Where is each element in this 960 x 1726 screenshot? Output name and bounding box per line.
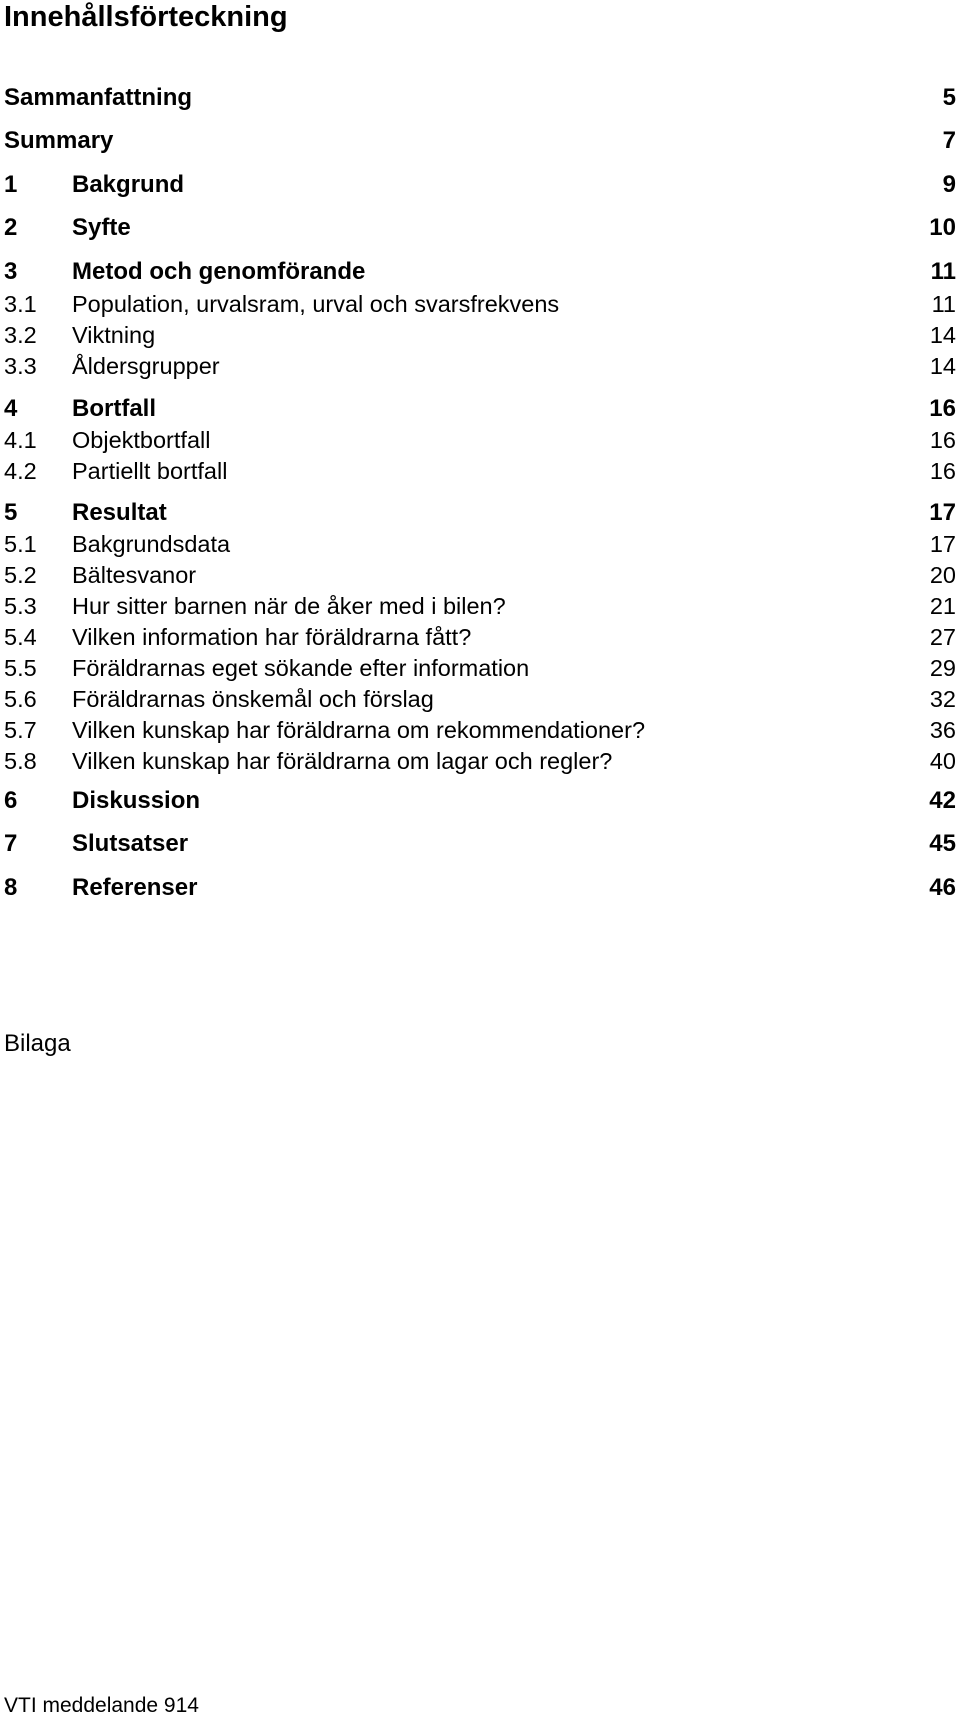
toc-entry-title: Hur sitter barnen när de åker med i bilen?	[72, 593, 506, 619]
toc-entry	[4, 349, 956, 383]
toc-entry-title: Slutsatser	[72, 830, 189, 857]
toc-entry-number: 3.3	[4, 353, 37, 379]
toc-entry	[4, 392, 956, 426]
toc-entry-number: 6	[4, 787, 18, 814]
toc-entry-title: Föräldrarnas eget sökande efter information	[72, 655, 530, 681]
toc-entry-number: 1	[4, 171, 18, 198]
toc-entry-title: Referenser	[72, 874, 198, 901]
toc-entry-page: 17	[929, 531, 956, 557]
toc-entry-number: 8	[4, 874, 18, 901]
toc-entry-page: 11	[930, 258, 956, 285]
toc-entry-number: 5.2	[4, 562, 37, 588]
toc-entry-page: 36	[929, 717, 956, 743]
toc-entry-number: 5.6	[4, 686, 37, 712]
toc-entry-number: 5.5	[4, 655, 37, 681]
toc-entry-number: 4.1	[4, 427, 37, 453]
toc-entry	[4, 211, 956, 245]
toc-entry-title: Vilken information har föräldrarna fått?	[72, 624, 472, 650]
toc-entry-page: 10	[929, 214, 956, 241]
toc-entry-title: Föräldrarnas önskemål och förslag	[72, 686, 434, 712]
toc-entry	[4, 682, 956, 716]
toc-entry-title: Bakgrundsdata	[72, 531, 231, 557]
toc-entry-title: Diskussion	[72, 787, 201, 814]
toc-entry-page: 40	[929, 748, 956, 774]
toc-entry-page: 21	[929, 593, 956, 619]
toc-entry-page: 27	[929, 624, 956, 650]
toc-entry	[4, 496, 956, 530]
toc-entry-title: Bortfall	[72, 395, 156, 422]
toc-entry-number: 3	[4, 258, 18, 285]
toc-entry-number: 5.4	[4, 624, 37, 650]
toc-entry-number: 5	[4, 499, 18, 526]
toc-entry-title: Vilken kunskap har föräldrarna om lagar och regler?	[72, 748, 613, 774]
toc-entry-number: 3.2	[4, 322, 37, 348]
page-title: Innehållsförteckning	[4, 1, 288, 33]
toc-entry-page: 14	[929, 322, 956, 348]
toc-entry	[4, 620, 956, 654]
toc-entry-title: Bältesvanor	[72, 562, 197, 588]
toc-entry-number: 5.1	[4, 531, 37, 557]
toc-entry-page: 7	[942, 127, 956, 154]
toc-entry	[4, 124, 956, 158]
appendix-label: Bilaga	[4, 1030, 71, 1057]
toc-entry	[4, 318, 956, 352]
toc-entry-number: 5.3	[4, 593, 37, 619]
toc-entry	[4, 558, 956, 592]
toc-entry	[4, 423, 956, 457]
toc-entry-page: 17	[929, 499, 956, 526]
toc-entry-page: 29	[929, 655, 956, 681]
toc-entry-number: 5.8	[4, 748, 37, 774]
toc-entry	[4, 651, 956, 685]
toc-entry	[4, 255, 956, 289]
toc-entry-page: 14	[929, 353, 956, 379]
toc-entry	[4, 454, 956, 488]
toc-entry-number: 5.7	[4, 717, 37, 743]
toc-entry	[4, 589, 956, 623]
toc-entry-page: 9	[942, 171, 956, 198]
toc-entry-title: Metod och genomförande	[72, 258, 366, 285]
toc-entry-title: Sammanfattning	[4, 84, 193, 111]
toc-entry-title: Syfte	[72, 214, 131, 241]
toc-entry-number: 4.2	[4, 458, 37, 484]
footer-text: VTI meddelande 914	[4, 1694, 199, 1717]
toc-entry-title: Resultat	[72, 499, 167, 526]
toc-entry-page: 16	[929, 395, 956, 422]
toc-entry	[4, 713, 956, 747]
toc-entry	[4, 871, 956, 905]
toc-entry-page: 11	[931, 291, 956, 317]
toc-entry	[4, 827, 956, 861]
toc-entry-number: 7	[4, 830, 18, 857]
toc-entry-page: 16	[929, 458, 956, 484]
toc-entry-page: 46	[929, 874, 956, 901]
toc-entry-number: 3.1	[4, 291, 37, 317]
toc-entry-number: 2	[4, 214, 18, 241]
toc-entry	[4, 744, 956, 778]
toc-entry-page: 5	[942, 84, 956, 111]
toc-entry-page: 32	[929, 686, 956, 712]
toc-entry	[4, 287, 956, 321]
toc-entry-page: 42	[929, 787, 956, 814]
toc-entry-title: Bakgrund	[72, 171, 185, 198]
toc-entry	[4, 784, 956, 818]
toc-entry-number: 4	[4, 395, 18, 422]
toc-entry-title: Partiellt bortfall	[72, 458, 228, 484]
toc-entry-title: Viktning	[72, 322, 156, 348]
toc-entry-title: Objektbortfall	[72, 427, 211, 453]
toc-entry-title: Summary	[4, 127, 114, 154]
toc-entry-page: 16	[929, 427, 956, 453]
toc-entry-page: 20	[929, 562, 956, 588]
toc-entry	[4, 81, 956, 115]
toc-entry	[4, 168, 956, 202]
toc-entry	[4, 527, 956, 561]
toc-entry-title: Vilken kunskap har föräldrarna om rekommendationer?	[72, 717, 646, 743]
toc-entry-title: Åldersgrupper	[72, 353, 220, 379]
toc-entry-title: Population, urvalsram, urval och svarsfrekvens	[72, 291, 560, 317]
toc-entry-page: 45	[929, 830, 956, 857]
